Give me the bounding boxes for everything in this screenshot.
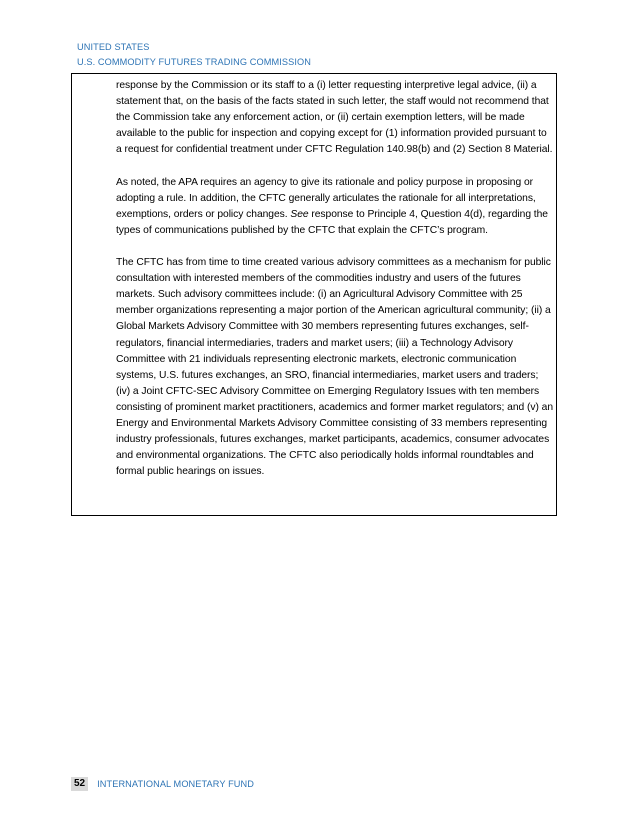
header-agency: U.S. COMMODITY FUTURES TRADING COMMISSION xyxy=(77,57,311,67)
paragraph-rationale-text: As noted, the APA requires an agency to give its rationale and policy purpose in proposing or adopting a rule. In addition, the CFTC generally articulates the rationale for all interpretations, exemptions, orders or policy changes. xyxy=(116,176,536,220)
paragraph-public-availability: response by the Commission or its staff to a (i) letter requesting interpretive legal advice, (ii) a statement that, on the basis of the facts stated in such letter, the staff would not recommend that the Commission take any enforcement action, or (ii) certain exemption letters, will be made available to the public for inspection and copying except for (1) information provided pursuant to a request for confidential treatment under CFTC Regulation 140.98(b) and (2) Section 8 Material. xyxy=(116,80,553,156)
page-footer xyxy=(71,777,254,791)
paragraph-advisory-committees: The CFTC has from time to time created various advisory committees as a mechanism for public consultation with interested members of the commodities industry and users of the futures markets. Such advisory committees include: (i) an Agricultural Advisory Committee with 25 member organizations representing a major portion of the American agricultural community; (ii) a Global Markets Advisory Committee with 30 members representing futures exchanges, self-regulators, financial intermediaries, traders and market users; (iii) a Technology Advisory Committee with 21 individuals representing electronic markets, electronic communication systems, U.S. futures exchanges, an SRO, financial intermediaries, market users and traders; (iv) a Joint CFTC-SEC Advisory Committee on Emerging Regulatory Issues with ten members consisting of prominent market practitioners, academics and former market regulators; and (v) an Energy and Environmental Markets Advisory Committee consisting of 33 members representing industry professionals, futures exchanges, market participants, academics, consumer advocates and environmental organizations. The CFTC also periodically holds informal roundtables and formal public hearings on issues. xyxy=(116,257,554,478)
paragraph-rationale xyxy=(116,175,553,239)
response-text-box xyxy=(71,73,557,516)
page-number: 52 xyxy=(71,777,88,791)
footer-organization: INTERNATIONAL MONETARY FUND xyxy=(97,779,254,789)
running-header xyxy=(77,40,311,70)
paragraph-rationale-reference: response to Principle 4, Question 4(d), regarding the types of communications published by the CFTC that explain the CFTC’s program. xyxy=(116,208,548,236)
see-emphasis: See xyxy=(290,208,309,220)
header-country: UNITED STATES xyxy=(77,42,150,52)
response-text xyxy=(116,78,553,480)
